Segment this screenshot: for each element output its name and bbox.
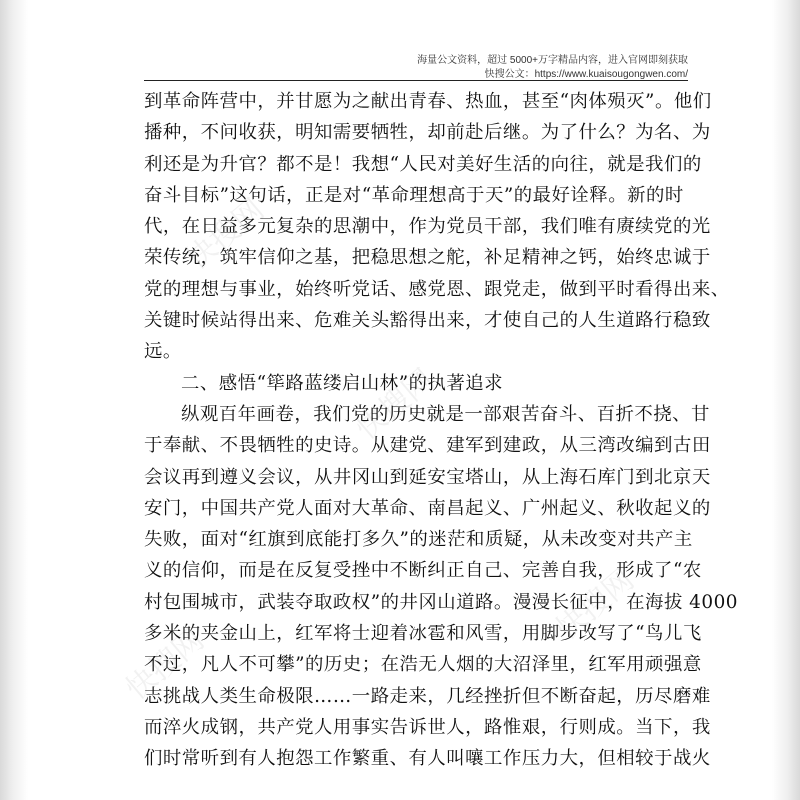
paragraph-line: 利还是为升官？都不是！我想“人民对美好生活的向往，就是我们的	[144, 153, 702, 175]
watermark-text: 快搜网	[119, 622, 211, 708]
paragraph-line: 到革命阵营中，并甘愿为之献出青春、热血，甚至“肉体殒灭”。他们	[144, 91, 712, 112]
paragraph-line: 奋斗目标”这句话，正是对“革命理想高于天”的最好诠释。新的时	[144, 184, 684, 206]
paragraph-line: 会议再到遵义会议，从井冈山到延安宝塔山，从上海石库门到北京天	[144, 466, 711, 488]
paragraph-line: 不过，凡人不可攀”的历史；在浩无人烟的大沼泽里，红军用顽强意	[144, 654, 702, 676]
paragraph-line: 远。	[144, 341, 182, 363]
paragraph-line: 荣传统，筑牢信仰之基，把稳思想之舵，补足精神之钙，始终忠诚于	[144, 247, 711, 269]
paragraph-line: 志挑战人类生命极限……一路走来，几经挫折但不断奋起，历尽磨难	[144, 685, 711, 707]
paragraph-line: 义的信仰，而是在反复受挫中不断纠正自己、完善自我，形成了“农	[144, 560, 702, 582]
paragraph-line: 于奉献、不畏牺牲的史诗。从建党、建军到建政，从三湾改编到古田	[144, 435, 711, 457]
header-promo-text: 海量公文资料，超过 5000+万字精品内容，进入官网即刻获取	[417, 55, 688, 66]
paragraph-line: 安门，中国共产党人面对大革命、南昌起义、广州起义、秋收起义的	[144, 497, 711, 519]
watermark-text: 快搜网	[349, 362, 441, 448]
watermark-text: 快搜网	[179, 192, 271, 278]
paragraph-line: 而淬火成钢，共产党人用事实告诉世人，路惟艰，行则成。当下，我	[144, 716, 711, 738]
paragraph-line: 村包围城市，武装夺取政权”的井冈山道路。漫漫长征中，在海拔 4000	[144, 591, 738, 613]
paragraph-line: 代，在日益多元复杂的思潮中，作为党员干部，我们唯有赓续党的光	[144, 216, 711, 238]
page-shadow-left	[0, 0, 28, 800]
paragraph-line: 们时常听到有人抱怨工作繁重、有人叫嚷工作压力大，但相较于战火	[144, 748, 711, 770]
paragraph-line: 关键时候站得出来、危难关头豁得出来，才使自己的人生道路行稳致	[144, 310, 711, 332]
page-header	[417, 54, 688, 82]
document-body	[144, 86, 738, 775]
paragraph-line: 播种，不问收获，明知需要牺牲，却前赴后继。为了什么？为名、为	[144, 122, 711, 144]
section-heading: 二、感悟“筚路蓝缕启山林”的执著追求	[181, 372, 504, 394]
header-website-link[interactable]: 快搜公文：https://www.kuaisougongwen.com/	[484, 69, 688, 80]
paragraph-line: 党的理想与事业，始终听党话、感党恩、跟党走，做到平时看得出来、	[144, 278, 730, 300]
paragraph-line: 多米的夹金山上，红军将士迎着冰雹和风雪，用脚步改写了“鸟儿飞	[144, 623, 702, 645]
watermark-text: 快搜网	[549, 562, 641, 648]
document-page	[28, 0, 772, 800]
page-shadow-right	[772, 0, 800, 800]
paragraph-line: 纵观百年画卷，我们党的历史就是一部艰苦奋斗、百折不挠、甘	[181, 403, 710, 425]
header-divider	[144, 80, 688, 81]
paragraph-line: 失败，面对“红旗到底能打多久”的迷茫和质疑，从未改变对共产主	[144, 529, 693, 551]
